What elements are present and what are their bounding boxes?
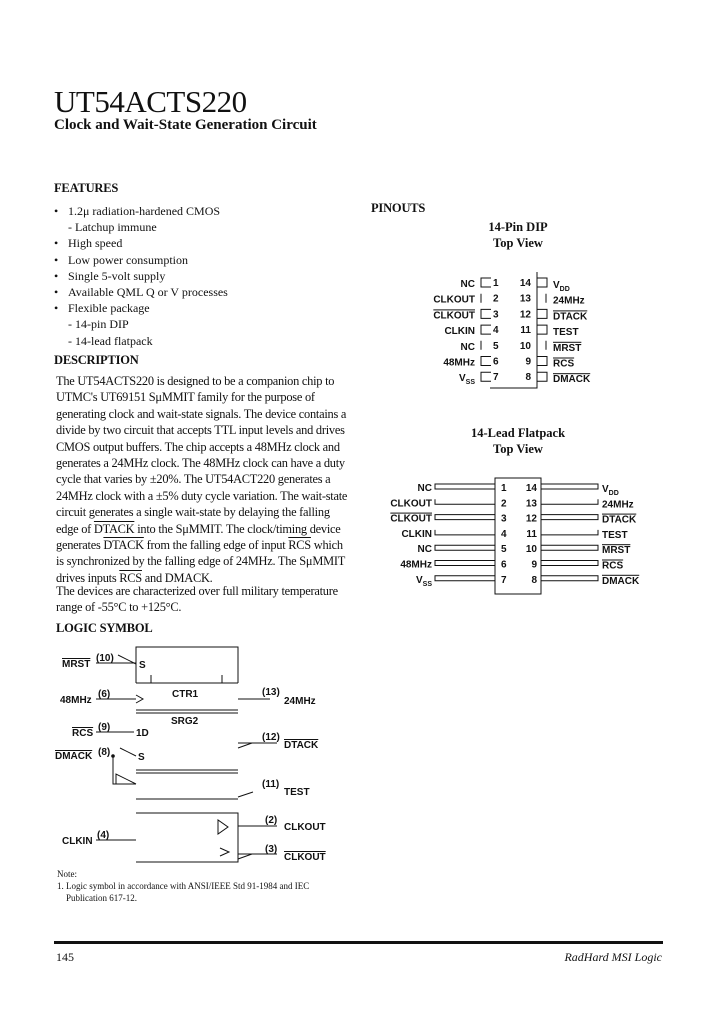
srg2-label: SRG2 xyxy=(171,716,199,727)
flatpack-pin-label xyxy=(602,561,623,572)
srg-divider xyxy=(136,710,238,713)
dip-title-text: 14-Pin DIP xyxy=(488,220,548,234)
bullet-icon: • xyxy=(54,236,59,251)
flatpack-pin-lead xyxy=(435,515,495,520)
dip-pin-number: 9 xyxy=(525,356,531,368)
dip-pin-label-text: RCS xyxy=(553,358,575,370)
feature-text: Flexible package xyxy=(68,301,150,316)
dmack-pin: (8) xyxy=(98,747,111,758)
flatpack-pin-label xyxy=(401,529,432,540)
dip-pin-label xyxy=(553,311,588,322)
dip-pin-label xyxy=(553,327,579,338)
dmack-line xyxy=(113,748,136,784)
flatpack-pin-lead xyxy=(541,515,598,520)
clk48-pin: (6) xyxy=(98,689,111,700)
dip-pin-label xyxy=(553,296,585,307)
dip-pin-label xyxy=(553,359,574,370)
description-heading: DESCRIPTION xyxy=(54,353,139,367)
dip-pin-lead xyxy=(481,357,491,366)
dip-pin-label-subscript: SS xyxy=(465,379,475,387)
dip-title xyxy=(418,219,618,251)
dip-pin-label xyxy=(433,295,475,306)
note-text-2: Publication 617-12. xyxy=(66,893,137,903)
flatpack-pin-number: 8 xyxy=(531,574,537,586)
dip-pin-label-text: V xyxy=(553,280,560,291)
flatpack-pin-lead xyxy=(435,576,495,581)
rcs-label: RCS xyxy=(72,728,94,739)
document-subtitle: Clock and Wait-State Generation Circuit xyxy=(54,117,317,133)
bullet-icon: • xyxy=(54,204,59,218)
description-text: from the falling edge of input xyxy=(143,538,289,553)
flatpack-pin-label xyxy=(390,498,432,509)
buffer-triangle xyxy=(218,820,228,834)
inverter-chevron xyxy=(220,848,229,856)
feature-text: 1.2μ radiation-hardened CMOS xyxy=(68,204,221,218)
flatpack-pin-label-text: 48MHz xyxy=(400,559,432,571)
dip-view-text: Top View xyxy=(493,236,543,250)
dip-pin-label xyxy=(553,280,570,293)
footer-section: RadHard MSI Logic xyxy=(564,950,662,964)
dip-pin-lead xyxy=(537,372,547,381)
note-text: 1. Logic symbol in accordance with ANSI/IEEE Std 91-1984 and IEC xyxy=(57,881,310,891)
description-text: The UT54ACTS220 is designed to be a companion chip to UTMC's UT69151 SμMMIT family for the purpose of generating clock and wait-state signals. The device contains a divide by two circuit that accepts TTL input levels and drives CMOS output buffers. The chip accepts a 48MHz clock and generates a 24MHz clock. The 48MHz clock can have a duty cycle that varies by ±20%. The UT54ACT220 generates a 24MHz clock with a ±5% duty cycle variation. The wait-state circuit generates a single wait-state by delaying the falling edge of xyxy=(56,374,348,536)
flatpack-title xyxy=(418,425,618,457)
clkoutb-pin: (3) xyxy=(265,844,278,855)
flatpack-pin-label-subscript: DD xyxy=(608,490,619,497)
flatpack-pin-label xyxy=(390,514,432,525)
dip-pin-label-text: V xyxy=(458,373,466,385)
flatpack-pin-label-text: NC xyxy=(417,483,432,494)
dip-pin-label-text: DTACK xyxy=(553,311,588,323)
flatpack-pin-label-text: NC xyxy=(417,544,432,556)
test-line xyxy=(136,792,253,799)
flatpack-pin-label-text: RCS xyxy=(602,560,624,572)
flatpack-pin-label xyxy=(400,560,432,571)
clkout-pin: (2) xyxy=(265,815,278,826)
test-pin: (11) xyxy=(262,779,280,790)
flatpack-pin-lead xyxy=(435,561,495,566)
srg-divider-2 xyxy=(136,770,238,773)
dip-pin-label xyxy=(459,373,475,386)
flatpack-pin-lead xyxy=(541,576,598,581)
dip-pin-number: 13 xyxy=(519,293,531,305)
feature-text: Single 5-volt supply xyxy=(68,268,166,283)
dtack-signal: DTACK xyxy=(93,521,135,536)
flatpack-pin-lead xyxy=(435,545,495,550)
dip-pin-label-text: 24MHz xyxy=(553,295,585,307)
dip-pin-label xyxy=(444,326,475,337)
flatpack-view-text: Top View xyxy=(493,442,543,456)
dip-pin-lead xyxy=(537,325,547,334)
dip-pin-number: 3 xyxy=(493,309,499,321)
d1-label: 1D xyxy=(136,728,149,739)
junction-dot xyxy=(111,754,115,758)
set-label: S xyxy=(139,660,146,671)
flatpack-pin-lead xyxy=(435,499,495,504)
flatpack-pin-lead xyxy=(541,484,598,489)
flatpack-pin-label-text: 24MHz xyxy=(602,499,634,511)
feature-text: - 14-pin DIP xyxy=(68,317,129,332)
dip-pin-number: 8 xyxy=(525,372,531,384)
clk48-label: 48MHz xyxy=(60,695,92,706)
logic-symbol-heading: LOGIC SYMBOL xyxy=(56,621,153,635)
dip-pin-lead xyxy=(481,372,491,381)
flatpack-pin-label-text: V xyxy=(415,574,423,586)
feature-text: - 14-lead flatpack xyxy=(68,333,153,348)
rcs-signal: $\overline{RCS}$ xyxy=(288,538,311,553)
flatpack-pin-lead xyxy=(541,561,598,566)
test-label: TEST xyxy=(284,787,310,798)
flatpack-pin-number: 9 xyxy=(531,559,537,571)
ctr-divider xyxy=(136,675,238,683)
flatpack-pin-number: 13 xyxy=(525,498,537,510)
temperature-paragraph: The devices are characterized over full military temperature range of -55°C to +125°C. xyxy=(56,584,338,615)
dip-pin-lead xyxy=(481,278,491,287)
bullet-icon: • xyxy=(54,285,59,300)
flatpack-pin-number: 4 xyxy=(501,528,507,540)
dip-pin-number: 4 xyxy=(493,325,499,337)
flatpack-pin-lead xyxy=(541,499,598,504)
dtack-signal: DTACK xyxy=(103,538,144,553)
note-label: Note: xyxy=(57,869,77,879)
dip-pin-number: 1 xyxy=(493,278,499,289)
dip-pin-label-text: DMACK xyxy=(553,374,591,386)
flatpack-pin-number: 11 xyxy=(526,528,537,540)
feature-text: Low power consumption xyxy=(68,252,188,267)
flatpack-pin-label xyxy=(418,544,432,555)
dip-pin-label-text: MRST xyxy=(553,342,582,354)
feature-text: - Latchup immune xyxy=(68,220,157,235)
pinouts-heading: PINOUTS xyxy=(371,201,426,215)
dtack-pin: (12) xyxy=(262,732,280,743)
rcs-pin: (9) xyxy=(98,722,111,733)
dip-pin-label xyxy=(461,342,475,353)
dip-pin-label xyxy=(433,310,475,321)
flatpack-pin-number: 5 xyxy=(501,544,507,556)
clkin-label: CLKIN xyxy=(62,836,93,847)
rcs-signal: $\overline{RCS}$ xyxy=(119,570,142,585)
flatpack-pin-label-text: DTACK xyxy=(602,514,637,526)
flatpack-pin-label-subscript: SS xyxy=(422,580,432,588)
dip-pin-lead xyxy=(481,325,491,334)
flatpack-pinout-diagram xyxy=(390,478,640,594)
flatpack-pin-label xyxy=(602,545,630,556)
flatpack-pin-label-text: CLKOUT xyxy=(390,498,432,510)
flatpack-pin-number: 7 xyxy=(501,574,507,586)
dip-pin-label-text: TEST xyxy=(553,327,579,339)
flatpack-pin-label xyxy=(416,575,432,588)
dmack-label: DMACK xyxy=(55,751,93,762)
footer-rule xyxy=(54,941,663,944)
clkin-pin: (4) xyxy=(97,830,110,841)
flatpack-pin-label xyxy=(602,530,628,541)
bullet-icon: • xyxy=(54,301,59,316)
page-number: 145 xyxy=(56,950,74,964)
flatpack-pin-lead xyxy=(541,545,598,550)
mrst-label: MRST xyxy=(62,659,91,670)
dtack-line xyxy=(238,743,277,748)
flatpack-pin-number: 1 xyxy=(501,483,507,494)
dip-pin-lead xyxy=(481,309,491,318)
document-title: UT54ACTS220 xyxy=(54,84,247,119)
flatpack-pin-lead xyxy=(435,530,495,535)
dip-pin-label xyxy=(443,358,475,369)
flatpack-pin-number: 2 xyxy=(501,498,507,510)
flatpack-pin-label-text: CLKOUT xyxy=(390,513,432,525)
flatpack-pin-number: 14 xyxy=(525,483,537,494)
dip-pin-lead xyxy=(537,357,547,366)
dip-pin-label-text: CLKIN xyxy=(444,326,475,338)
flatpack-pin-label xyxy=(602,515,637,526)
flatpack-pin-label-text: V xyxy=(602,484,609,495)
bullet-icon: • xyxy=(54,268,59,283)
dip-pin-number: 5 xyxy=(493,340,499,352)
flatpack-pin-number: 12 xyxy=(525,513,537,525)
dip-pin-lead xyxy=(537,309,547,318)
clkoutb-label: CLKOUT xyxy=(284,852,326,863)
flatpack-pin-label xyxy=(418,483,432,494)
dip-pin-number: 10 xyxy=(519,340,531,352)
flatpack-pin-label xyxy=(602,484,619,497)
dip-pin-label-text: CLKOUT xyxy=(433,294,475,306)
flatpack-pin-label-text: TEST xyxy=(602,529,628,541)
flatpack-pin-label xyxy=(602,499,634,510)
flatpack-pin-lead xyxy=(541,530,598,535)
dip-pin-label-text: 48MHz xyxy=(443,357,475,369)
flatpack-pin-number: 3 xyxy=(501,513,507,525)
dip-pin-number: 2 xyxy=(493,293,499,305)
mrst-pin: (10) xyxy=(96,653,114,664)
dip-pin-number: 7 xyxy=(493,372,499,384)
flatpack-pin-number: 6 xyxy=(501,559,507,571)
flatpack-title-text: 14-Lead Flatpack xyxy=(470,426,566,440)
flatpack-pin-lead xyxy=(435,484,495,489)
dip-pin-label-subscript: DD xyxy=(559,286,570,293)
ctr1-label: CTR1 xyxy=(172,689,199,700)
dip-pin-label-text: NC xyxy=(460,341,475,353)
clkout-label: CLKOUT xyxy=(284,822,326,833)
dip-pin-label-text: NC xyxy=(460,279,475,290)
set-label-2: S xyxy=(138,752,145,763)
description-text: which is synchronized by the falling edge of 24MHz. The SμMMIT drives inputs xyxy=(56,538,345,585)
flatpack-pin-number: 10 xyxy=(525,544,537,556)
dip-pin-number: 14 xyxy=(519,278,531,289)
bullet-icon: • xyxy=(54,252,59,267)
features-heading: FEATURES xyxy=(54,181,119,195)
feature-text: High speed xyxy=(68,236,123,251)
out24-pin: (13) xyxy=(262,687,280,698)
flatpack-pin-label-text: MRST xyxy=(602,545,631,557)
description-text: and DMACK. xyxy=(141,570,213,585)
dip-pin-label xyxy=(553,374,591,385)
dip-pin-lead xyxy=(537,278,547,287)
flatpack-pin-label xyxy=(602,576,640,587)
dip-pinout-diagram xyxy=(433,272,591,388)
dip-pin-number: 6 xyxy=(493,356,499,368)
description-text: into the SμMMIT. The clock/timing device generates xyxy=(56,521,341,553)
dtack-label: DTACK xyxy=(284,740,319,751)
flatpack-pin-label-text: CLKIN xyxy=(401,528,432,540)
dip-pin-label xyxy=(553,343,581,354)
flatpack-pin-label-text: DMACK xyxy=(602,575,640,587)
dip-pin-number: 12 xyxy=(519,309,531,321)
out24-label: 24MHz xyxy=(284,696,316,707)
dip-pin-label-text: CLKOUT xyxy=(433,310,475,322)
feature-text: Available QML Q or V processes xyxy=(68,285,228,300)
dip-pin-label xyxy=(461,279,475,290)
dip-pin-number: 11 xyxy=(520,325,531,337)
